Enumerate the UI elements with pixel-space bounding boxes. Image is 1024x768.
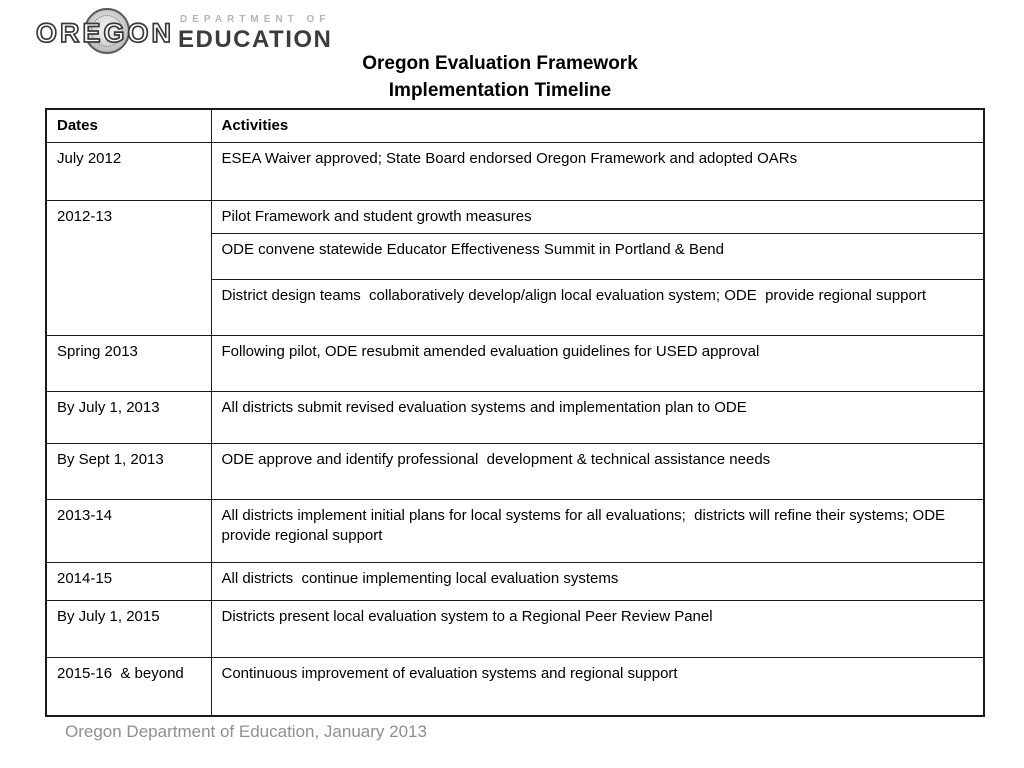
date-cell: By Sept 1, 2013 bbox=[46, 444, 211, 500]
activity-cell: Continuous improvement of evaluation systems and regional support bbox=[211, 658, 984, 716]
date-cell: July 2012 bbox=[46, 143, 211, 201]
date-cell: 2014-15 bbox=[46, 563, 211, 601]
activity-cell: All districts implement initial plans for local systems for all evaluations; districts will refine their systems; ODE provide regional support bbox=[211, 500, 984, 563]
table-row bbox=[46, 444, 984, 500]
table-row bbox=[46, 563, 984, 601]
table-row bbox=[46, 201, 984, 234]
table-header-row bbox=[46, 109, 984, 143]
date-cell: 2012-13 bbox=[46, 201, 211, 336]
activity-cell: All districts submit revised evaluation systems and implementation plan to ODE bbox=[211, 392, 984, 444]
table-row bbox=[46, 500, 984, 563]
activity-cell: ESEA Waiver approved; State Board endorsed Oregon Framework and adopted OARs bbox=[211, 143, 984, 201]
table-row bbox=[46, 143, 984, 201]
date-cell: 2013-14 bbox=[46, 500, 211, 563]
page-title-line1: Oregon Evaluation Framework bbox=[362, 53, 638, 74]
table-row bbox=[46, 658, 984, 716]
activity-cell: Pilot Framework and student growth measures bbox=[211, 201, 984, 234]
table-row bbox=[46, 601, 984, 658]
date-cell: By July 1, 2015 bbox=[46, 601, 211, 658]
date-cell: By July 1, 2013 bbox=[46, 392, 211, 444]
logo-department-of-text: DEPARTMENT OF bbox=[180, 14, 331, 25]
page-title bbox=[0, 50, 1000, 104]
activities-column-header: Activities bbox=[211, 109, 984, 143]
activity-cell: Districts present local evaluation system to a Regional Peer Review Panel bbox=[211, 601, 984, 658]
timeline-table-body bbox=[46, 143, 984, 716]
table-row bbox=[46, 336, 984, 392]
page-title-line2: Implementation Timeline bbox=[388, 80, 612, 101]
activity-cell: District design teams collaboratively develop/align local evaluation system; ODE provide regional support bbox=[211, 280, 984, 336]
activity-cell: All districts continue implementing local evaluation systems bbox=[211, 563, 984, 601]
date-cell: Spring 2013 bbox=[46, 336, 211, 392]
dates-column-header: Dates bbox=[46, 109, 211, 143]
table-row bbox=[46, 392, 984, 444]
activity-cell: ODE approve and identify professional development & technical assistance needs bbox=[211, 444, 984, 500]
logo-oregon-text: OREGON bbox=[36, 18, 175, 48]
footer-credit: Oregon Department of Education, January 2013 bbox=[65, 722, 427, 741]
implementation-timeline-table bbox=[45, 108, 985, 717]
logo-education-text: EDUCATION bbox=[178, 26, 333, 53]
activity-cell: ODE convene statewide Educator Effectiveness Summit in Portland & Bend bbox=[211, 234, 984, 280]
activity-cell: Following pilot, ODE resubmit amended evaluation guidelines for USED approval bbox=[211, 336, 984, 392]
date-cell: 2015-16 & beyond bbox=[46, 658, 211, 716]
